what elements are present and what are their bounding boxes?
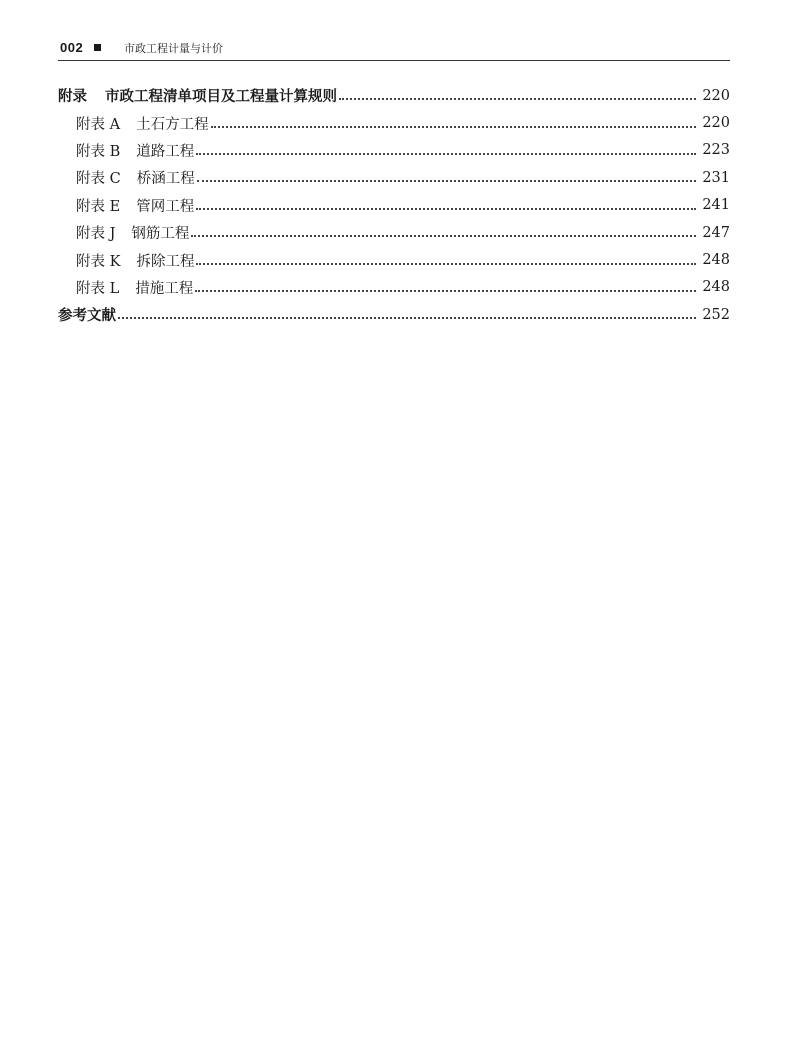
toc-entry-prefix: 附表 E [76,198,121,215]
toc-entry-title: 管网工程 [136,198,195,215]
square-bullet-icon [94,44,101,51]
toc-entry-prefix: 附录 [58,89,87,106]
toc-entry-table-c[interactable] [58,164,730,191]
toc-entry-appendix[interactable] [58,82,730,109]
toc-entry-table-j[interactable] [58,219,730,246]
toc-entry-prefix: 附表 B [76,143,121,160]
dot-leader [339,97,696,100]
dot-leader [197,179,696,182]
toc-entry-table-e[interactable] [58,192,730,219]
dot-leader [196,262,696,265]
toc-entry-table-k[interactable] [58,246,730,273]
toc-entry-page: 223 [702,142,730,159]
dot-leader [196,152,696,155]
toc-entry-page: 231 [702,169,730,186]
toc-entry-title: 桥涵工程 [136,171,195,188]
toc-entry-prefix: 附表 K [76,253,121,270]
toc-entry-title: 道路工程 [136,143,195,160]
dot-leader [118,316,696,319]
book-title: 市政工程计量与计价 [124,42,223,55]
dot-leader [196,207,696,210]
toc-entry-page: 248 [702,252,730,269]
toc-entry-title: 土石方工程 [136,116,209,133]
toc-entry-table-a[interactable] [58,109,730,136]
table-of-contents [58,82,730,329]
toc-entry-title: 钢筋工程 [131,226,190,243]
toc-entry-references[interactable] [58,301,730,328]
page-number: 002 [60,40,84,55]
dot-leader [211,125,696,128]
toc-entry-page: 248 [702,279,730,296]
toc-entry-title: 市政工程清单项目及工程量计算规则 [105,89,337,106]
toc-entry-table-l[interactable] [58,274,730,301]
toc-entry-prefix: 附表 L [76,280,120,297]
toc-entry-page: 241 [702,197,730,214]
dot-leader [191,234,696,237]
toc-entry-prefix: 附表 A [76,116,121,133]
toc-entry-title: 拆除工程 [136,253,195,270]
toc-entry-prefix: 附表 C [76,171,121,188]
dot-leader [195,289,696,292]
header-rule [58,60,730,61]
running-header [60,38,730,60]
toc-entry-table-b[interactable] [58,137,730,164]
toc-entry-prefix: 附表 J [76,226,116,243]
toc-entry-page: 220 [702,87,730,104]
toc-entry-page: 247 [702,224,730,241]
toc-entry-title: 措施工程 [135,280,194,297]
toc-entry-title: 参考文献 [58,308,116,325]
toc-entry-page: 252 [702,306,730,323]
toc-entry-page: 220 [702,115,730,132]
